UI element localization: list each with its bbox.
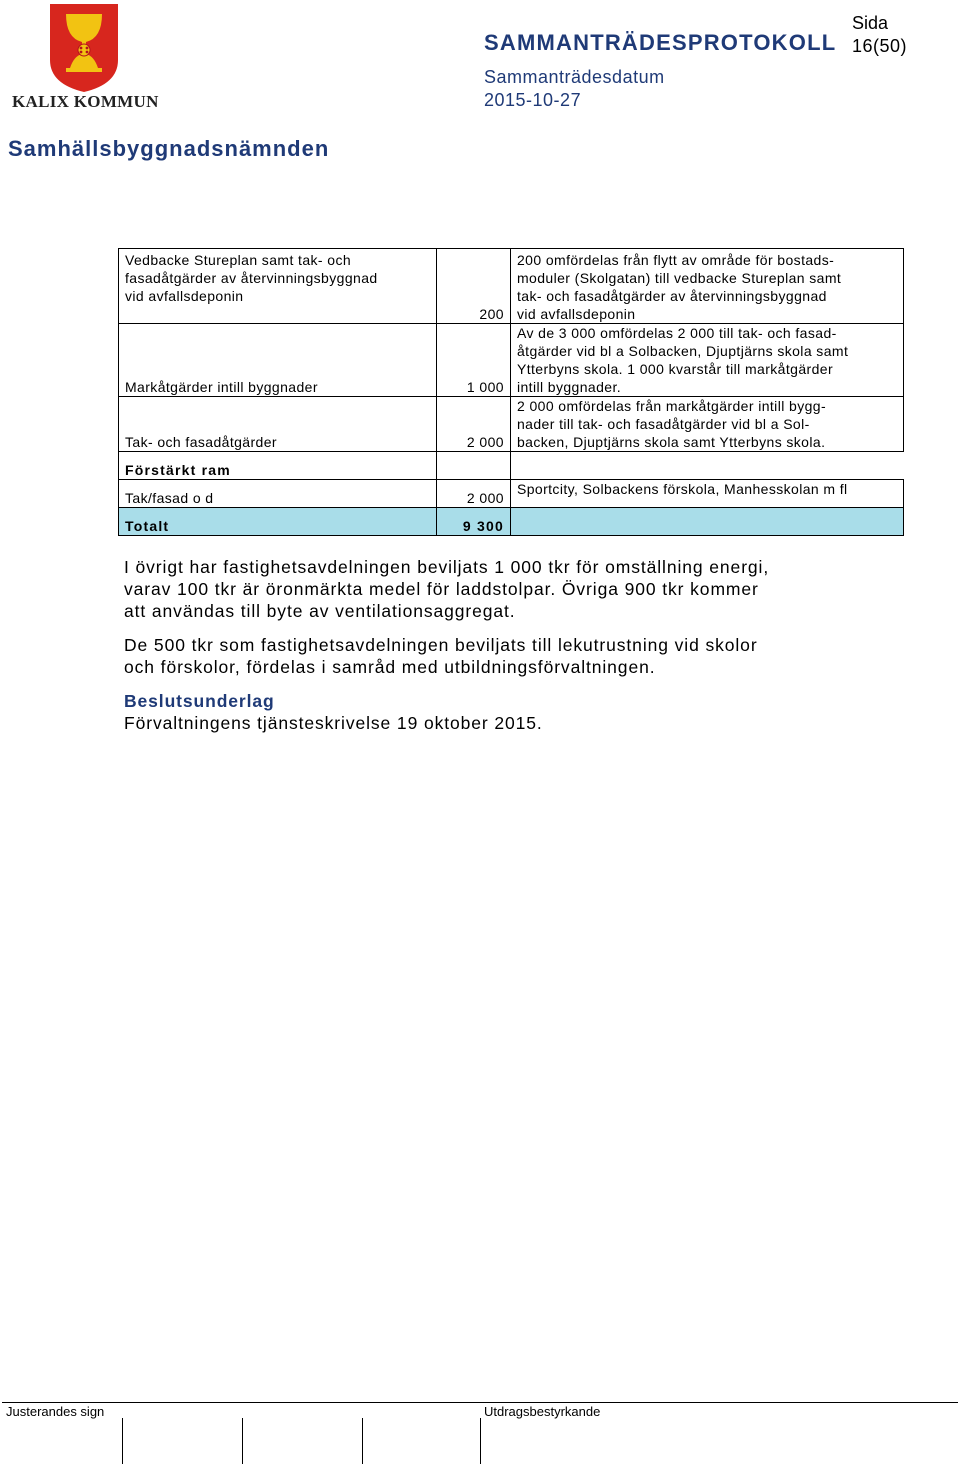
footer-divider bbox=[2, 1402, 958, 1403]
meeting-date: 2015-10-27 bbox=[484, 90, 582, 110]
text-line: De 500 tkr som fastighetsavdelningen beviljats till lekutrustning vid skolor bbox=[124, 635, 758, 655]
document-title: SAMMANTRÄDESPROTOKOLL bbox=[484, 30, 837, 55]
item-cell: Tak- och fasadåtgärder bbox=[119, 397, 437, 452]
item-cell: Tak/fasad o d bbox=[119, 480, 437, 508]
amount-cell: 1 000 bbox=[436, 324, 510, 397]
signature-box-divider bbox=[242, 1418, 243, 1464]
total-amount-cell: 9 300 bbox=[436, 508, 510, 536]
note-line: backen, Djuptjärns skola samt Ytterbyns skola. bbox=[516, 434, 826, 450]
paragraph bbox=[124, 556, 924, 622]
note-line: 2 000 omfördelas från markåtgärder intill bygg- bbox=[516, 398, 827, 414]
amount-cell bbox=[436, 452, 510, 480]
amount-cell: 2 000 bbox=[436, 397, 510, 452]
paragraph bbox=[124, 634, 924, 678]
committee-heading: Samhällsbyggnadsnämnden bbox=[8, 136, 330, 161]
meeting-date-label: Sammanträdesdatum bbox=[484, 67, 665, 87]
table-row bbox=[119, 397, 904, 452]
shield-icon bbox=[10, 2, 160, 94]
note-line: Av de 3 000 omfördelas 2 000 till tak- och fasad- bbox=[516, 325, 837, 341]
note-line: vid avfallsdeponin bbox=[516, 306, 636, 322]
basis-heading: Beslutsunderlag bbox=[124, 691, 275, 711]
note-line: tak- och fasadåtgärder av återvinningsbyggnad bbox=[516, 288, 827, 304]
amount-cell: 2 000 bbox=[436, 480, 510, 508]
signature-box-divider bbox=[362, 1418, 363, 1464]
note-line: nader till tak- och fasadåtgärder vid bl a Sol- bbox=[516, 416, 810, 432]
note-line: 200 omfördelas från flytt av område för bostads- bbox=[516, 252, 835, 268]
table-row bbox=[119, 324, 904, 397]
text-line: varav 100 tkr är öronmärkta medel för laddstolpar. Övriga 900 tkr kommer bbox=[124, 579, 759, 599]
text-line: och förskolor, fördelas i samråd med utbildningsförvaltningen. bbox=[124, 657, 656, 677]
signature-box-divider bbox=[480, 1418, 481, 1464]
justerandes-sign-label: Justerandes sign bbox=[6, 1404, 105, 1419]
body-text bbox=[124, 556, 924, 746]
note-cell bbox=[510, 324, 903, 397]
table-row bbox=[119, 249, 904, 324]
paragraph bbox=[124, 690, 924, 734]
page-number: 16(50) bbox=[852, 36, 908, 56]
item-cell bbox=[119, 249, 437, 324]
note-line: moduler (Skolgatan) till vedbacke Stureplan samt bbox=[516, 270, 842, 286]
total-note-cell bbox=[510, 508, 903, 536]
note-line: intill byggnader. bbox=[516, 379, 622, 395]
utdragsbestyrkande-label: Utdragsbestyrkande bbox=[484, 1404, 601, 1419]
table-row bbox=[119, 452, 904, 480]
signature-box-divider bbox=[122, 1418, 123, 1464]
note-cell bbox=[510, 249, 903, 324]
org-name: KALIX KOMMUN bbox=[12, 92, 159, 111]
table-row bbox=[119, 480, 904, 508]
note-cell: Sportcity, Solbackens förskola, Manhesskolan m fl bbox=[510, 480, 903, 508]
item-line: vid avfallsdeponin bbox=[125, 288, 244, 304]
budget-table bbox=[118, 248, 904, 536]
note-cell bbox=[510, 397, 903, 452]
section-heading-cell: Förstärkt ram bbox=[119, 452, 437, 480]
text-line: I övrigt har fastighetsavdelningen beviljats 1 000 tkr för omställning energi, bbox=[124, 557, 770, 577]
amount-cell: 200 bbox=[436, 249, 510, 324]
item-cell: Markåtgärder intill byggnader bbox=[119, 324, 437, 397]
page-label: Sida bbox=[852, 13, 889, 33]
text-line: att användas till byte av ventilationsaggregat. bbox=[124, 601, 516, 621]
text-line: Förvaltningens tjänsteskrivelse 19 oktober 2015. bbox=[124, 713, 543, 733]
item-line: fasadåtgärder av återvinningsbyggnad bbox=[125, 270, 378, 286]
note-line: Ytterbyns skola. 1 000 kvarstår till markåtgärder bbox=[516, 361, 834, 377]
note-cell bbox=[510, 452, 903, 480]
item-line: Vedbacke Stureplan samt tak- och bbox=[125, 252, 352, 268]
total-label-cell: Totalt bbox=[119, 508, 437, 536]
note-line: åtgärder vid bl a Solbacken, Djuptjärns skola samt bbox=[516, 343, 849, 359]
total-row bbox=[119, 508, 904, 536]
